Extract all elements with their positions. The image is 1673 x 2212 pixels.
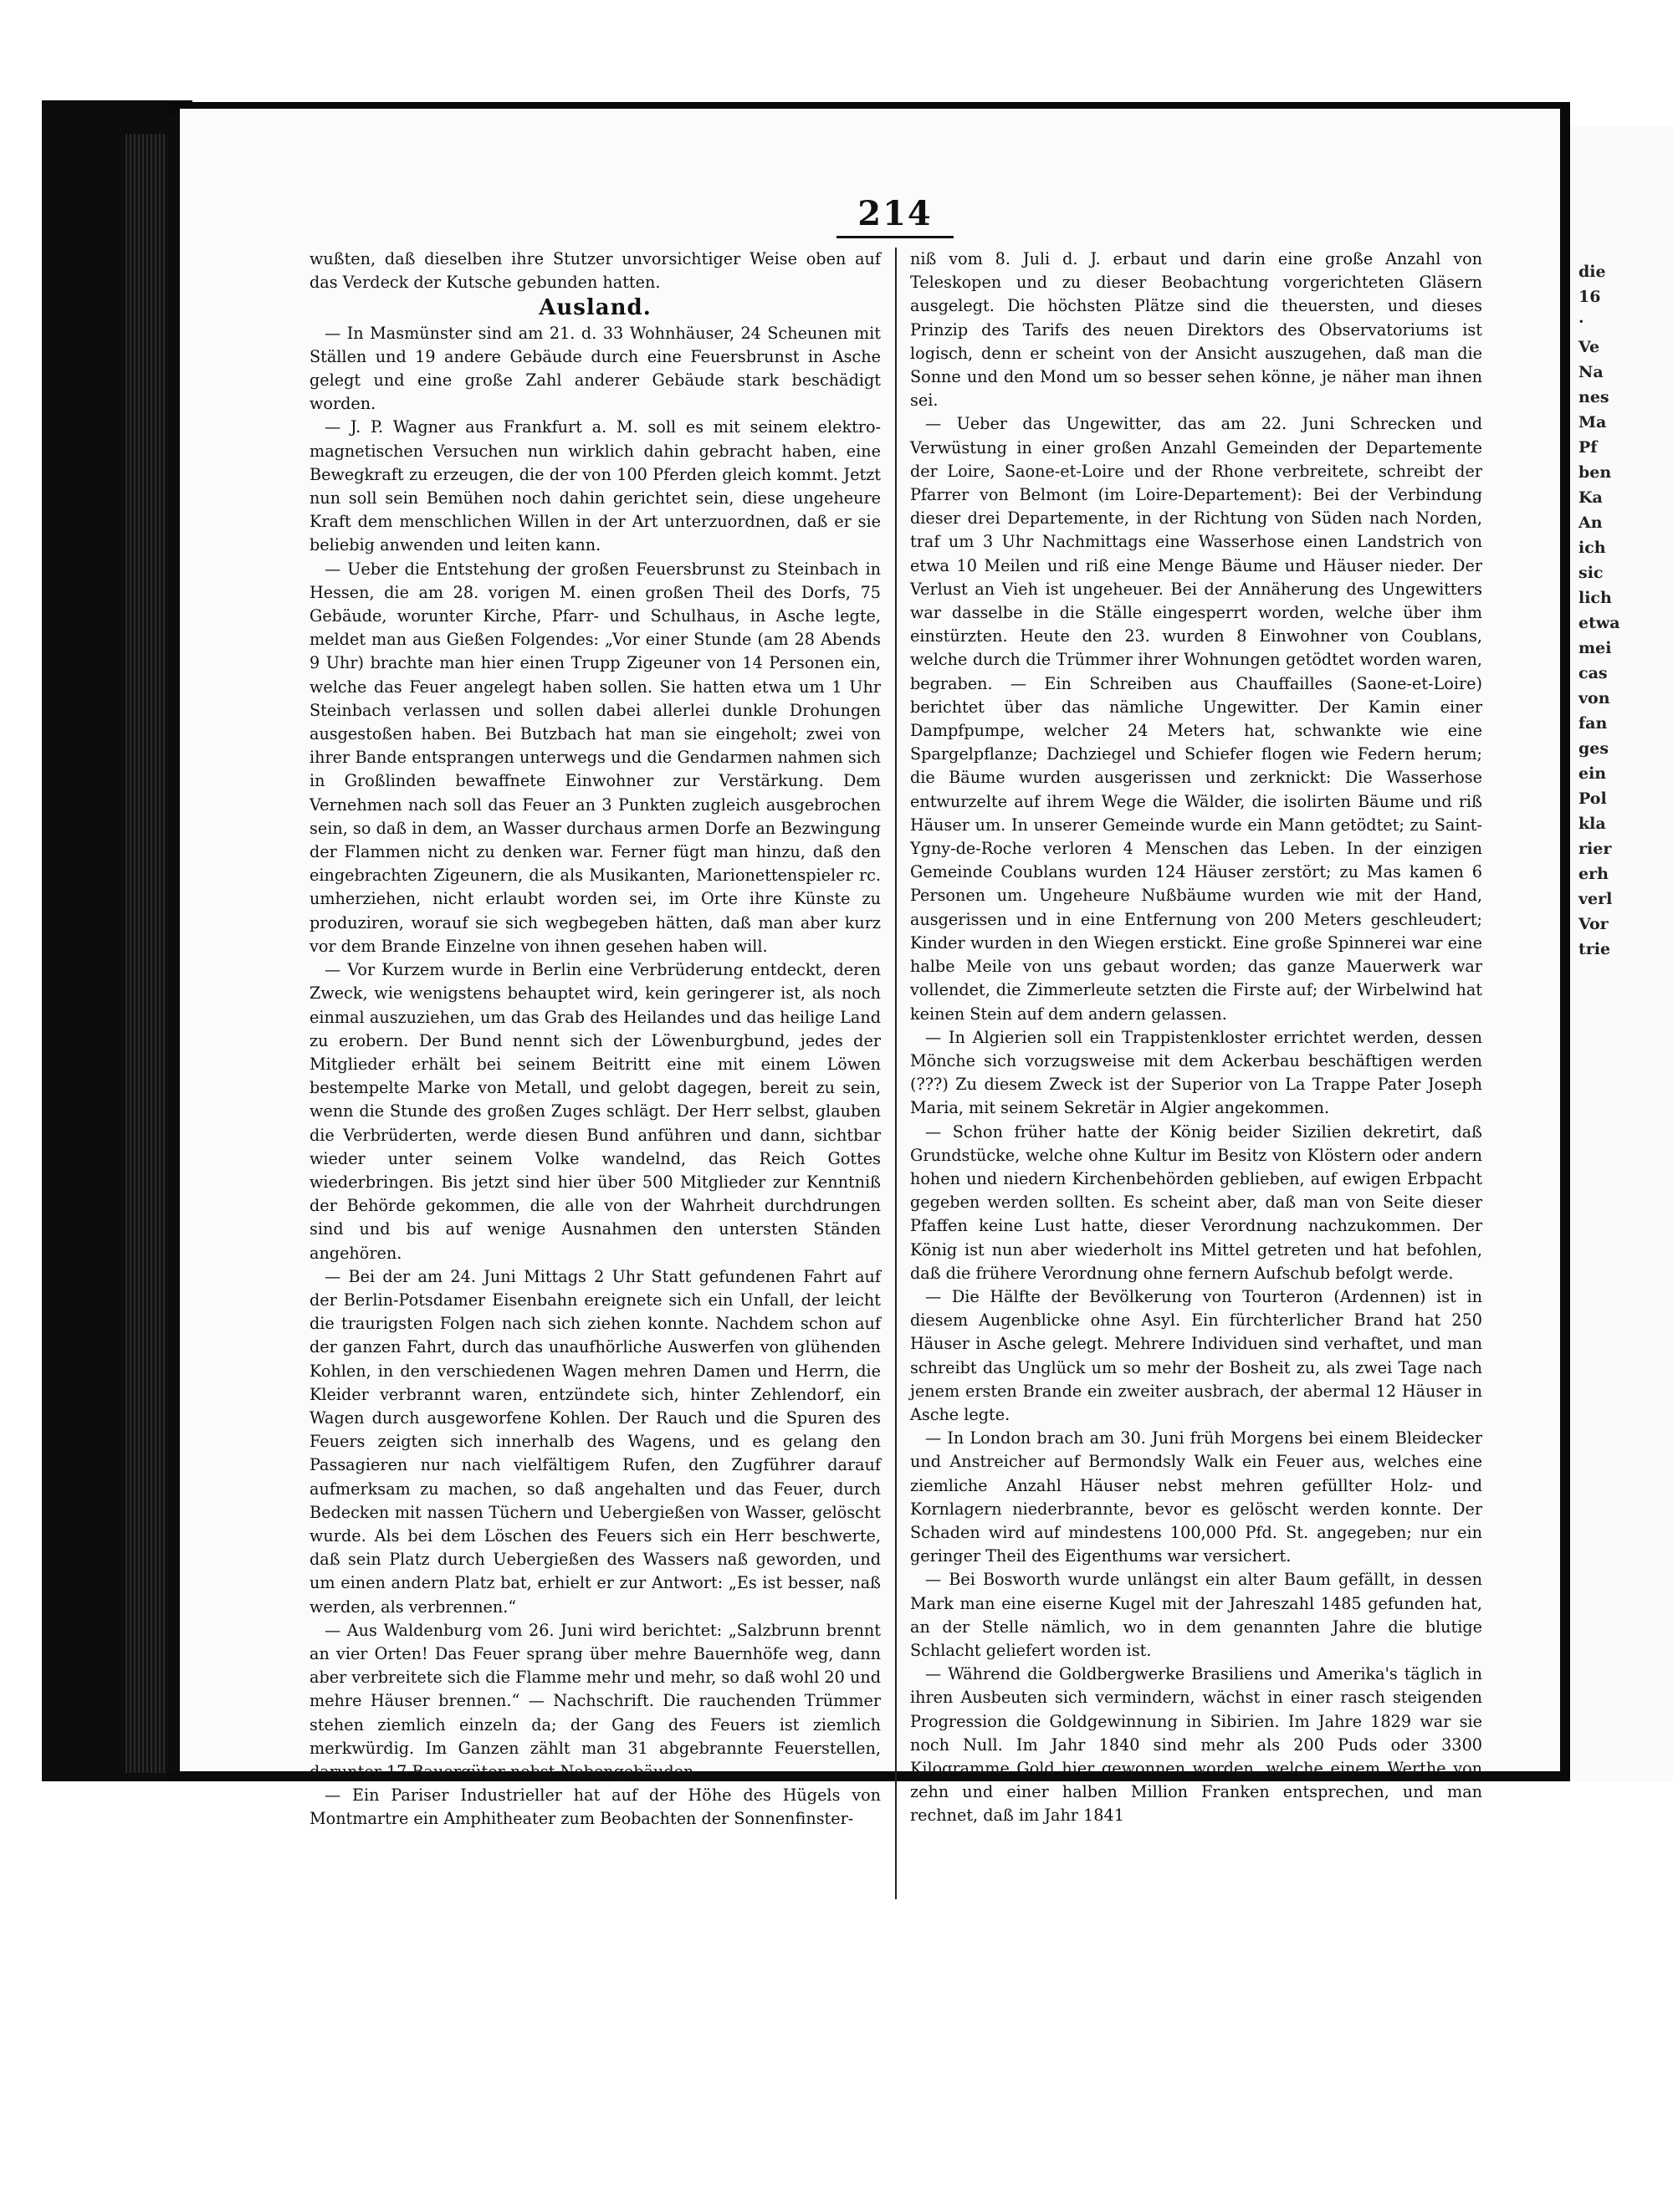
left-column bbox=[310, 248, 881, 1831]
continuation-text: niß vom 8. Juli d. J. erbaut und darin eine große Anzahl von Teleskopen und zu dieser Beobachtung vorgerichteten Gläsern ausgelegt. Die höchsten Plätze sind die theuersten, und dieses Prinzip des Tarifs des neuen Direktors des Observatoriums ist logisch, denn er scheint von der Ansicht auszugehen, daß man die Sonne und den Mond um so besser sehen könne, je näher man ihnen sei. bbox=[910, 249, 1482, 411]
news-item: — Ein Pariser Industrieller hat auf der Höhe des Hügels von Montmartre ein Amphitheater zum Beobachten der Sonnenfinster- bbox=[310, 1785, 881, 1829]
page-number-rule bbox=[836, 236, 954, 238]
facing-page-text: die 16 · Ve Na nes Ma Pf ben Ka An ich sic lich etwa mei cas von fan ges ein Pol kla rier erh verl Vor trie bbox=[1578, 263, 1620, 958]
news-item: — In London brach am 30. Juni früh Morgens bei einem Bleidecker und Anstreicher auf Bermondsly Walk ein Feuer aus, welches eine ziemliche Anzahl Häuser nebst mehren gefüllter Holz- und Kornlagern niederbrannte, bevor es gelöscht werden konnte. Der Schaden wird auf mindestens 100,000 Pfd. St. angegeben; nur ein geringer Theil des Eigenthums war versichert. bbox=[910, 1428, 1482, 1566]
page-number: 214 bbox=[857, 194, 933, 233]
news-item: — Ueber das Ungewitter, das am 22. Juni Schrecken und Verwüstung in einer großen Anzahl Gemeinden der Departemente der Loire, Saone-et-Loire und der Rhone verbreitete, schreibt der Pfarrer von Belmont (im Loire-Departement): Bei der Verbindung dieser drei Departemente, in der Richtung von Süden nach Norden, traf um 3 Uhr Nachmittags eine Wasserhose einen Landstrich von etwa 10 Meilen und riß eine Menge Bäume und Häuser nieder. Der Verlust an Vieh ist ungeheuer. Bei der Annäherung des Ungewitters war dasselbe in die Ställe eingesperrt worden, welche über ihm einstürzten. Heute den 23. wurden 8 Einwohner von Coublans, welche durch die Trümmer ihrer Wohnungen getödtet worden waren, begraben. — Ein Schreiben aus Chauffailles (Saone-et-Loire) berichtet über das nämliche Ungewitter. Der Kamin einer Dampfpumpe, welcher 24 Meters hat, schwankte wie eine Spargelpflanze; Dachziegel und Schiefer flogen wie Federn herum; die Bäume wurden ausgerissen und zerknickt: Die Wasserhose entwurzelte auf ihrem Wege die Wälder, die isolirten Bäume und riß Häuser um. In unserer Gemeinde wurde ein Mann getödtet; zu Saint-Ygny-de-Roche verloren 4 Menschen das Leben. In der einzigen Gemeinde Coublans wurden 124 Häuser zerstört; zu Mas kamen 6 Personen um. Ungeheure Nußbäume wurden wie mit der Hand, ausgerissen und in eine Entfernung von 200 Meters geschleudert; Kinder wurden in den Wiegen erstickt. Eine große Spinnerei war eine halbe Meile von uns gebaut worden; das ganze Mauerwerk war vollendet, die Zimmerleute setzten die Firste auf; der Wirbelwind hat keinen Stein auf dem andern gelassen. bbox=[910, 414, 1482, 1024]
news-item: — Bei Bosworth wurde unlängst ein alter Baum gefällt, in dessen Mark man eine eiserne Kugel mit der Jahreszahl 1485 gefunden hat, an der Stelle nämlich, wo in dem genannten Jahre die blutige Schlacht geliefert worden ist. bbox=[910, 1570, 1482, 1660]
news-item: — Vor Kurzem wurde in Berlin eine Verbrüderung entdeckt, deren Zweck, wie wenigstens behauptet wird, kein geringerer ist, als noch einmal auszuziehen, um das Grab des Heilandes und das heilige Land zu erobern. Der Bund nennt sich der Löwenburgbund, jedes der Mitglieder erhält bei seinem Beitritt eine mit einem Löwen bestempelte Marke von Metall, und gelobt dagegen, bereit zu sein, wenn die Stunde des großen Zuges schlägt. Der Herr selbst, glauben die Verbrüderten, werde diesen Bund anführen und dann, sichtbar wieder unter seinem Volke wandelnd, das Reich Gottes wiederbringen. Bis jetzt sind hier über 500 Mitglieder zur Kenntniß der Behörde gekommen, die alle von der Wahrheit durchdrungen sind und bis auf wenige Ausnahmen den untersten Ständen angehören. bbox=[310, 960, 881, 1263]
news-item: — Die Hälfte der Bevölkerung von Tourteron (Ardennen) ist in diesem Augenblicke ohne Asyl. Ein fürchterlicher Brand hat 250 Häuser in Asche gelegt. Mehrere Individuen sind verhaftet, und man schreibt das Unglück um so mehr der Bosheit zu, als zwei Tage nach jenem ersten Brande ein zweiter ausbrach, der abermal 12 Häuser in Asche legte. bbox=[910, 1286, 1482, 1424]
continuation-text: wußten, daß dieselben ihre Stutzer unvorsichtiger Weise oben auf das Verdeck der Kutsche gebunden hatten. bbox=[310, 249, 881, 293]
section-heading: Ausland. bbox=[539, 295, 652, 321]
news-item: — In Algierien soll ein Trappistenkloster errichtet werden, dessen Mönche sich vorzugsweise mit dem Ackerbau beschäftigen werden (???) Zu diesem Zweck ist der Superior von La Trappe Pater Joseph Maria, mit seinem Sekretär in Algier angekommen. bbox=[910, 1027, 1482, 1118]
news-item: — Bei der am 24. Juni Mittags 2 Uhr Statt gefundenen Fahrt auf der Berlin-Potsdamer Eisenbahn ereignete sich ein Unfall, der leicht die traurigsten Folgen nach sich ziehen konnte. Nachdem schon auf der ganzen Fahrt, durch das unaufhörliche Auswerfen von glühenden Kohlen, in den verschiedenen Wagen mehren Damen und Herrn, die Kleider verbrannt waren, entzündete sich, hinter Zehlendorf, ein Wagen durch ausgeworfene Kohlen. Der Rauch und die Spuren des Feuers zeigten sich innerhalb des Wagens, und es gelang den Passagieren nur nach vielfältigem Rufen, den Zugführer darauf aufmerksam zu machen, so daß angehalten und das Feuer, durch Bedecken mit nassen Tüchern und Uebergießen von Wasser, gelöscht wurde. Als bei dem Löschen des Feuers sich ein Herr beschwerte, daß sein Platz durch Uebergießen des Wassers naß geworden, und um einen andern Platz bat, erhielt er zur Antwort: „Es ist besser, naß werden, als verbrennen.“ bbox=[310, 1266, 881, 1617]
news-item: — J. P. Wagner aus Frankfurt a. M. soll es mit seinem elektro-magnetischen Versuchen nun wirklich dahin gebracht haben, eine Bewegkraft zu erzeugen, die der von 100 Pferden gleich kommt. Jetzt nun soll sein Bemühen noch dahin gerichtet sein, diese ungeheure Kraft dem menschlichen Willen in der Art unterzuordnen, daß er sie beliebig anwenden und leiten kann. bbox=[310, 417, 881, 555]
news-item: — Während die Goldbergwerke Brasiliens und Amerika's täglich in ihren Ausbeuten sich vermindern, wächst in einer rasch steigenden Progression die Goldgewinnung in Sibirien. Im Jahre 1829 war sie noch Null. Im Jahr 1840 sind mehr als 200 Puds oder 3300 Kilogramme Gold hier gewonnen worden, welche einem Werthe von zehn und einer halben Million Franken entsprechen, und man rechnet, daß im Jahr 1841 bbox=[910, 1664, 1482, 1826]
news-item: — Aus Waldenburg vom 26. Juni wird berichtet: „Salzbrunn brennt an vier Orten! Das Feuer sprang über mehre Bauernhöfe weg, dann aber verbreitete sich die Flamme mehr und mehr, so daß wohl 20 und mehre Häuser brennen.“ — Nachschrift. Die rauchenden Trümmer stehen ziemlich einzeln da; der Gang des Feuers ist ziemlich merkwürdig. Im Ganzen zählt man 31 abgebrannte Feuerstellen, darunter 17 Bauergüter nebst Nebengebäuden. bbox=[310, 1620, 881, 1781]
page-gutter bbox=[1560, 102, 1570, 1781]
facing-page-fragment bbox=[1570, 125, 1673, 1781]
news-item: — Schon früher hatte der König beider Sizilien dekretirt, daß Grundstücke, welche ohne Kultur im Besitz von Klöstern oder andern hohen und niedern Kirchenbehörden geblieben, auf ewigen Erbpacht gegeben werden sollten. Es scheint aber, daß man von Seite dieser Pfaffen keine Lust hatte, dieser Verordnung nachzukommen. Der König ist nun aber wiederholt ins Mittel getreten und hat befohlen, daß die frühere Verordnung ohne fernern Aufschub befolgt werde. bbox=[910, 1121, 1482, 1283]
right-column bbox=[910, 248, 1482, 1828]
column-divider bbox=[895, 248, 897, 1899]
news-item: — In Masmünster sind am 21. d. 33 Wohnhäuser, 24 Scheunen mit Ställen und 19 andere Gebäude durch eine Feuersbrunst in Asche gelegt und eine große Zahl anderer Gebäude stark beschädigt worden. bbox=[310, 323, 881, 414]
news-item: — Ueber die Entstehung der großen Feuersbrunst zu Steinbach in Hessen, die am 28. vorigen M. einen großen Theil des Dorfs, 75 Gebäude, worunter Kirche, Pfarr- und Schulhaus, in Asche legte, meldet man aus Gießen Folgendes: „Vor einer Stunde (am 28 Abends 9 Uhr) brachte man hier einen Trupp Zigeuner von 14 Personen ein, welche das Feuer angelegt haben sollen. Sie hatten etwa um 1 Uhr Steinbach verlassen und sollen dabei allerlei dunkle Drohungen ausgestoßen haben. Bei Butzbach hat man sie eingeholt; zwei von ihrer Bande entsprangen unterwegs und die Gendarmen nahmen sich in Großlinden bewaffnete Einwohner zur Verstärkung. Dem Vernehmen nach soll das Feuer an 3 Punkten zugleich ausgebrochen sein, so daß in dem, an Wasser durchaus armen Dorfe an Bezwingung der Flammen nicht zu denken war. Ferner fügt man hinzu, daß den eingebrachten Zigeunern, die als Musikanten, Marionettenspieler rc. umherziehen, nicht erlaubt worden sei, im Orte ihre Künste zu produziren, worauf sie sich wegbegeben hätten, daß man aber kurz vor dem Brande Einzelne von ihnen gesehen haben will. bbox=[310, 559, 881, 956]
book-spine-shadow bbox=[42, 100, 192, 1781]
page-stack-edges bbox=[125, 134, 167, 1773]
